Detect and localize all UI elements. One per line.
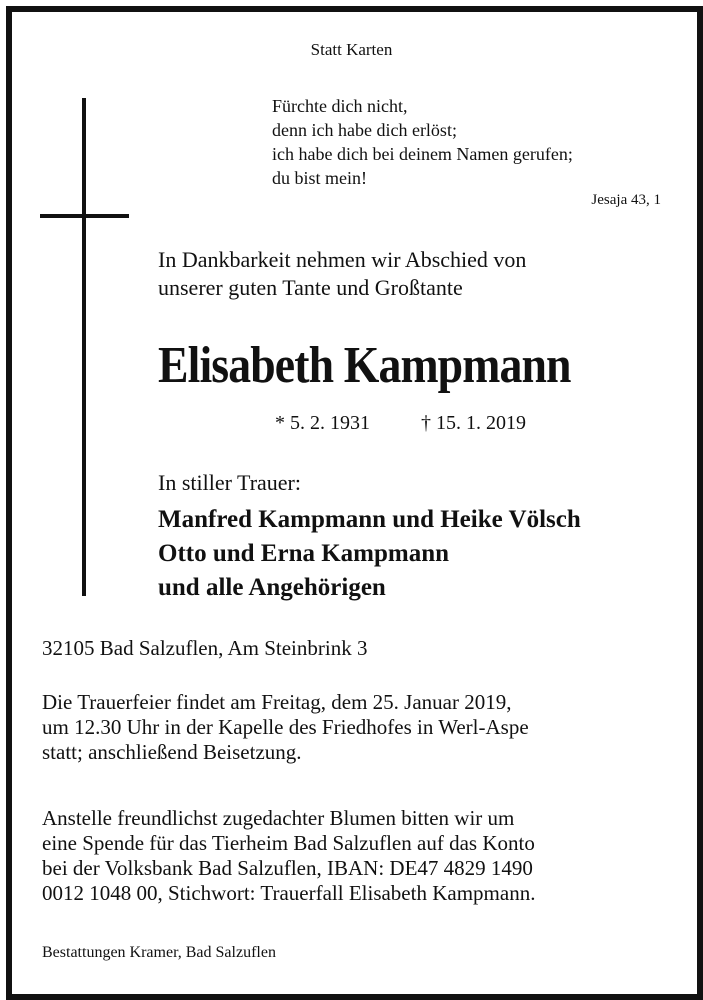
donation-info [42,806,535,906]
ceremony-line: Die Trauerfeier findet am Freitag, dem 25. Januar 2019, [42,690,512,714]
birth-date: * 5. 2. 1931 [275,412,370,434]
donation-line: Anstelle freundlichst zugedachter Blumen bitten wir um [42,806,515,830]
mourner-line: Manfred Kampmann und Heike Völsch [158,506,581,533]
verse-line: ich habe dich bei deinem Namen gerufen; [272,144,573,164]
donation-line: bei der Volksbank Bad Salzuflen, IBAN: DE47 4829 1490 [42,856,533,880]
undertaker: Bestattungen Kramer, Bad Salzuflen [42,944,276,961]
intro-text [158,246,526,302]
mourning-label: In stiller Trauer: [158,470,301,495]
deceased-name: Elisabeth Kampmann [158,337,571,394]
ceremony-info [42,690,529,765]
verse-source: Jesaja 43, 1 [591,192,661,208]
header-statt-karten: Statt Karten [310,40,393,59]
ceremony-line: um 12.30 Uhr in der Kapelle des Friedhofes in Werl-Aspe [42,715,529,739]
bible-verse [272,94,573,190]
donation-line: eine Spende für das Tierheim Bad Salzuflen auf das Konto [42,831,535,855]
cross-horizontal-bar [40,214,129,218]
intro-line: unserer guten Tante und Großtante [158,275,463,300]
intro-line: In Dankbarkeit nehmen wir Abschied von [158,247,527,272]
verse-line: du bist mein! [272,168,367,188]
address: 32105 Bad Salzuflen, Am Steinbrink 3 [42,636,368,660]
ceremony-line: statt; anschließend Beisetzung. [42,740,302,764]
death-date: † 15. 1. 2019 [421,412,526,434]
mourners-list [158,503,581,605]
mourner-line: und alle Angehörigen [158,574,386,601]
mourner-line: Otto und Erna Kampmann [158,540,450,567]
verse-line: Fürchte dich nicht, [272,96,408,116]
cross-vertical-bar [82,98,86,596]
verse-line: denn ich habe dich erlöst; [272,120,457,140]
donation-line: 0012 1048 00, Stichwort: Trauerfall Elisabeth Kampmann. [42,881,536,905]
